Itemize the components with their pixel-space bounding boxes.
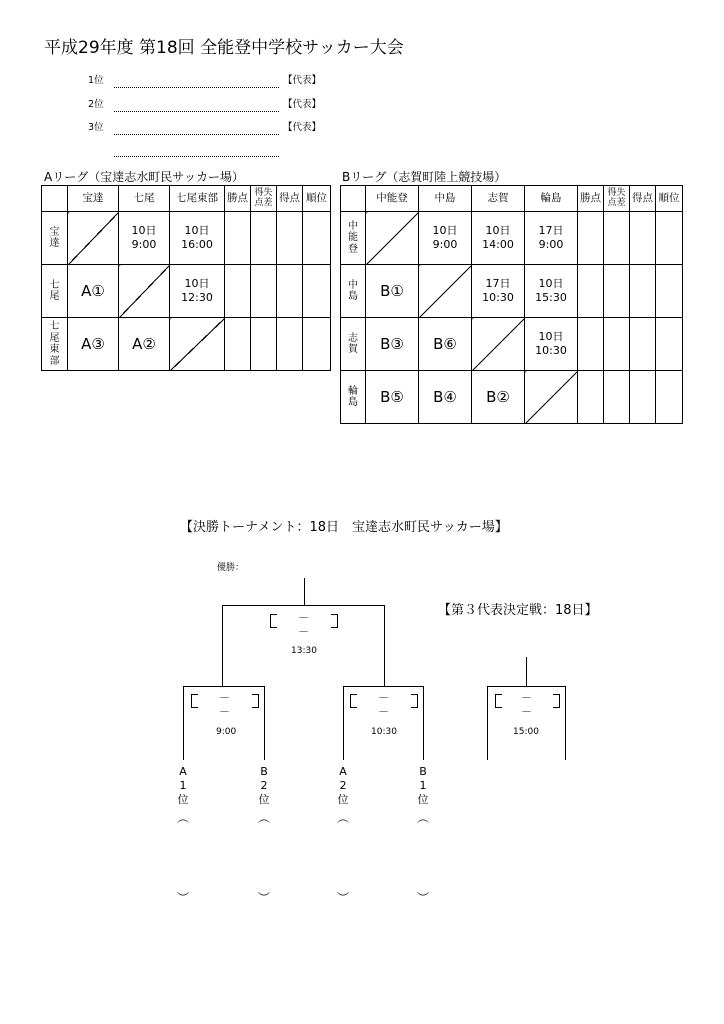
rank-2-rep: 【代表】 [283, 99, 322, 110]
match-cell: 10日 16:00 [170, 212, 225, 265]
semi2-time: 10:30 [371, 727, 397, 737]
goal-diff-cell [251, 212, 277, 265]
third-bar [487, 686, 566, 687]
goals-cell [630, 265, 656, 318]
score-bracket-left [191, 694, 198, 708]
final-tournament-title: 【決勝トーナメント：18日 宝達志水町民サッカー場】 [180, 520, 508, 535]
league-a-table [41, 185, 331, 371]
rank-1-label: 1位 [88, 75, 104, 86]
goals-cell [277, 318, 303, 371]
rank-3-rep: 【代表】 [283, 122, 322, 133]
semi2-bar [343, 686, 424, 687]
match-cell: B⑥ [419, 318, 472, 371]
semi1-bar [183, 686, 265, 687]
name-paren-close: ︶ [416, 891, 429, 905]
match-cell: B① [366, 265, 419, 318]
goals-cell [630, 371, 656, 424]
col-header: 得点 [630, 186, 656, 212]
slot-b2: B 2 位 [258, 765, 270, 806]
col-header: 七尾東部 [170, 186, 225, 212]
goals-cell [277, 265, 303, 318]
slot-a2: A 2 位 [337, 765, 349, 806]
diagonal-cell [170, 318, 225, 371]
row-header: 輪島 [341, 371, 366, 424]
points-cell [578, 212, 604, 265]
col-header: 中能登 [366, 186, 419, 212]
score-bracket-right [553, 694, 560, 708]
score-bracket-right [252, 694, 259, 708]
champion-line [304, 578, 305, 605]
score-dash: － [298, 625, 309, 638]
rank-1-line [114, 87, 279, 88]
match-cell: B⑤ [366, 371, 419, 424]
col-header: 七尾 [119, 186, 170, 212]
row-header: 七尾東部 [42, 318, 68, 371]
score-bracket-left [270, 614, 277, 628]
rank-cell [656, 265, 683, 318]
match-cell: B③ [366, 318, 419, 371]
name-paren-close: ︶ [176, 891, 189, 905]
semi1-time: 9:00 [216, 727, 237, 737]
rank-cell [656, 212, 683, 265]
match-cell: 17日 9:00 [525, 212, 578, 265]
semi2-left-drop [343, 686, 344, 760]
match-cell: A① [68, 265, 119, 318]
third-right-drop [565, 686, 566, 760]
goal-diff-cell [604, 318, 630, 371]
col-header: 勝点 [225, 186, 251, 212]
row-header: 中能登 [341, 212, 366, 265]
col-header: 宝達 [68, 186, 119, 212]
col-header: 輪島 [525, 186, 578, 212]
goal-diff-cell [251, 318, 277, 371]
league-b-table [340, 185, 683, 424]
col-header: 順位 [303, 186, 331, 212]
diagonal-cell [68, 212, 119, 265]
name-paren-open: ︵ [416, 811, 429, 825]
semi1-right-drop [264, 686, 265, 760]
goals-cell [630, 318, 656, 371]
third-time: 15:00 [513, 727, 539, 737]
final-right-drop [384, 605, 385, 687]
col-header: 志賀 [472, 186, 525, 212]
rank-cell [303, 265, 331, 318]
match-cell: 10日 9:00 [419, 212, 472, 265]
match-cell: 10日 10:30 [525, 318, 578, 371]
goals-cell [630, 212, 656, 265]
diagonal-cell [472, 318, 525, 371]
rank-cell [303, 212, 331, 265]
match-cell: 10日 15:30 [525, 265, 578, 318]
third-top-line [526, 657, 527, 687]
match-cell: 10日 14:00 [472, 212, 525, 265]
slot-a1: A 1 位 [177, 765, 189, 806]
points-cell [225, 212, 251, 265]
points-cell [225, 318, 251, 371]
page-title: 平成29年度 第18回 全能登中学校サッカー大会 [44, 38, 404, 58]
col-header: 中島 [419, 186, 472, 212]
final-bar [222, 605, 385, 606]
row-header: 志賀 [341, 318, 366, 371]
col-header: 得失 点差 [251, 186, 277, 212]
points-cell [578, 265, 604, 318]
rank-3-line [114, 134, 279, 135]
diagonal-cell [366, 212, 419, 265]
league-a-title: Aリーグ（宝達志水町民サッカー場） [44, 170, 244, 184]
champion-label: 優勝： [217, 563, 245, 573]
points-cell [578, 371, 604, 424]
third-place-title: 【第３代表決定戦：18日】 [438, 603, 598, 618]
rank-2-label: 2位 [88, 99, 104, 110]
score-dash: － [378, 691, 389, 704]
rank-cell [303, 318, 331, 371]
points-cell [225, 265, 251, 318]
match-cell: A③ [68, 318, 119, 371]
score-bracket-right [411, 694, 418, 708]
score-dash: － [219, 705, 230, 718]
goal-diff-cell [604, 265, 630, 318]
corner-cell [42, 186, 68, 212]
match-cell: 10日 12:30 [170, 265, 225, 318]
rank-2-line [114, 111, 279, 112]
col-header: 順位 [656, 186, 683, 212]
score-bracket-right [331, 614, 338, 628]
col-header: 得失 点差 [604, 186, 630, 212]
rank-extra-line [114, 156, 279, 157]
score-dash: － [521, 705, 532, 718]
col-header: 得点 [277, 186, 303, 212]
score-dash: － [378, 705, 389, 718]
final-left-drop [222, 605, 223, 687]
goal-diff-cell [604, 212, 630, 265]
name-paren-open: ︵ [257, 811, 270, 825]
semi1-left-drop [183, 686, 184, 760]
score-dash: － [298, 611, 309, 624]
match-cell: B④ [419, 371, 472, 424]
goal-diff-cell [604, 371, 630, 424]
name-paren-close: ︶ [336, 891, 349, 905]
score-bracket-left [350, 694, 357, 708]
league-b-title: Bリーグ（志賀町陸上競技場） [342, 170, 507, 184]
match-cell: A② [119, 318, 170, 371]
goals-cell [277, 212, 303, 265]
name-paren-open: ︵ [336, 811, 349, 825]
rank-3-label: 3位 [88, 122, 104, 133]
row-header: 宝達 [42, 212, 68, 265]
diagonal-cell [419, 265, 472, 318]
col-header: 勝点 [578, 186, 604, 212]
score-dash: － [219, 691, 230, 704]
match-cell: 10日 9:00 [119, 212, 170, 265]
match-cell: 17日 10:30 [472, 265, 525, 318]
third-left-drop [487, 686, 488, 760]
diagonal-cell [119, 265, 170, 318]
final-time: 13:30 [291, 646, 317, 656]
rank-cell [656, 318, 683, 371]
goal-diff-cell [251, 265, 277, 318]
points-cell [578, 318, 604, 371]
match-cell: B② [472, 371, 525, 424]
row-header: 七尾 [42, 265, 68, 318]
score-dash: － [521, 691, 532, 704]
diagonal-cell [525, 371, 578, 424]
corner-cell [341, 186, 366, 212]
score-bracket-left [495, 694, 502, 708]
name-paren-close: ︶ [257, 891, 270, 905]
name-paren-open: ︵ [176, 811, 189, 825]
row-header: 中島 [341, 265, 366, 318]
rank-1-rep: 【代表】 [283, 75, 322, 86]
slot-b1: B 1 位 [417, 765, 429, 806]
semi2-right-drop [423, 686, 424, 760]
rank-cell [656, 371, 683, 424]
